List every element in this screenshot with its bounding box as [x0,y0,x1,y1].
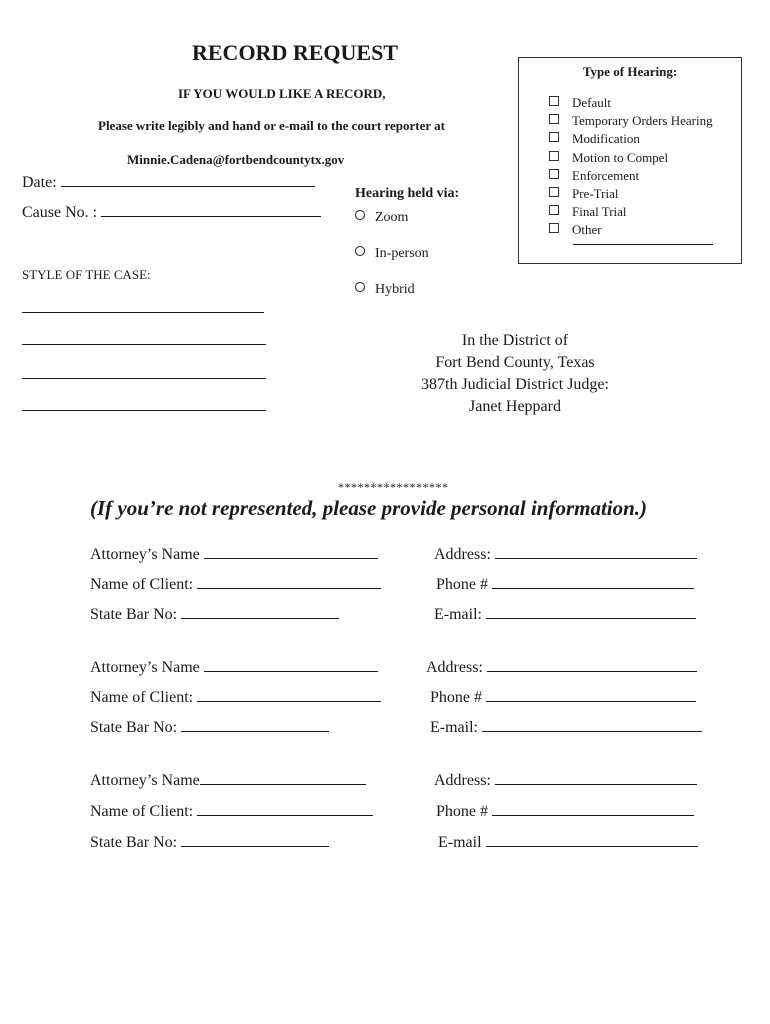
address-line[interactable] [487,657,697,672]
address-line[interactable] [495,544,697,559]
notice-text: (If you’re not represented, please provide personal information.) [90,496,648,520]
hearing-option-label: Temporary Orders Hearing [572,113,713,129]
date-field[interactable] [22,172,315,192]
client-name-label: Name of Client: [90,689,194,706]
district-block [380,330,650,418]
via-option-label: Zoom [375,210,409,225]
state-bar-field-1[interactable] [90,604,339,624]
hearing-option-label: Motion to Compel [572,149,669,165]
hearing-option-pre-trial[interactable] [549,185,713,203]
state-bar-line[interactable] [181,717,329,732]
attorney-name-field-1[interactable] [90,544,378,564]
hearing-option-enforcement[interactable] [549,167,713,185]
attorney-name-field-2[interactable] [90,657,378,677]
state-bar-label: State Bar No: [90,606,178,623]
email-label: E-mail: [430,719,478,736]
style-line-3[interactable] [22,364,266,379]
client-name-label: Name of Client: [90,803,194,820]
state-bar-line[interactable] [181,604,339,619]
email-field-3[interactable] [438,832,698,852]
subtitle: IF YOU WOULD LIKE A RECORD, [178,86,386,101]
address-field-3[interactable] [434,770,697,790]
phone-label: Phone # [436,576,488,593]
district-line-1: In the District of [461,332,569,349]
address-line[interactable] [495,770,697,785]
state-bar-label: State Bar No: [90,834,178,851]
radio-icon[interactable] [355,210,365,220]
attorney-name-line[interactable] [204,544,378,559]
separator: ***************** [338,480,449,494]
checkbox-icon[interactable] [549,187,559,197]
attorney-name-label: Attorney’s Name [90,659,200,676]
phone-field-2[interactable] [430,687,696,707]
hearing-via-label: Hearing held via: [355,186,460,201]
checkbox-icon[interactable] [549,151,559,161]
state-bar-field-2[interactable] [90,717,329,737]
style-of-case-label: STYLE OF THE CASE: [22,267,151,282]
hearing-option-label: Pre-Trial [572,185,619,201]
via-option-label: Hybrid [375,282,415,297]
hearing-option-modification[interactable] [549,130,713,148]
judge-name: Janet Heppard [469,398,561,415]
client-name-field-2[interactable] [90,687,381,707]
hearing-type-list [549,94,713,240]
hearing-option-label: Enforcement [572,167,640,183]
via-option-in-person[interactable] [355,246,429,262]
reporter-email[interactable]: Minnie.Cadena@fortbendcountytx.gov [127,152,345,167]
email-line[interactable] [482,717,702,732]
page-title: RECORD REQUEST [192,40,398,65]
hearing-option-label: Final Trial [572,204,627,220]
state-bar-label: State Bar No: [90,719,178,736]
style-line-4[interactable] [22,396,266,411]
phone-label: Phone # [436,803,488,820]
email-field-1[interactable] [434,604,696,624]
checkbox-icon[interactable] [549,169,559,179]
phone-field-1[interactable] [436,574,694,594]
state-bar-field-3[interactable] [90,832,329,852]
checkbox-icon[interactable] [549,114,559,124]
instruction-text: Please write legibly and hand or e-mail to the court reporter at [98,118,445,133]
hearing-option-final-trial[interactable] [549,203,713,221]
checkbox-icon[interactable] [549,223,559,233]
hearing-option-other[interactable] [549,221,713,239]
hearing-type-title: Type of Hearing: [582,64,678,79]
checkbox-icon[interactable] [549,132,559,142]
hearing-option-default[interactable] [549,94,713,112]
checkbox-icon[interactable] [549,96,559,106]
via-option-label: In-person [375,246,429,261]
email-label: E-mail [438,834,482,851]
cause-field[interactable] [22,202,321,222]
phone-line[interactable] [486,687,696,702]
radio-icon[interactable] [355,246,365,256]
district-line-2: Fort Bend County, Texas [435,354,595,371]
client-name-line[interactable] [197,574,381,589]
client-name-field-1[interactable] [90,574,381,594]
client-name-field-3[interactable] [90,801,373,821]
hearing-option-label: Modification [572,131,640,147]
phone-field-3[interactable] [436,801,694,821]
email-field-2[interactable] [430,717,702,737]
client-name-line[interactable] [197,801,373,816]
via-option-hybrid[interactable] [355,282,415,298]
address-field-2[interactable] [426,657,697,677]
district-line-3: 387th Judicial District Judge: [421,376,609,393]
hearing-option-temporary-orders[interactable] [549,112,713,130]
attorney-name-field-3[interactable] [90,770,366,790]
address-field-1[interactable] [434,544,697,564]
radio-icon[interactable] [355,282,365,292]
email-line[interactable] [486,604,696,619]
attorney-name-line[interactable] [200,770,366,785]
hearing-option-motion-to-compel[interactable] [549,149,713,167]
address-label: Address: [426,659,483,676]
checkbox-icon[interactable] [549,205,559,215]
attorney-name-label: Attorney’s Name [90,772,200,789]
style-line-2[interactable] [22,330,266,345]
address-label: Address: [434,772,491,789]
date-line[interactable] [61,172,315,187]
date-label: Date: [22,174,57,191]
style-line-1[interactable] [22,298,264,313]
other-input-line[interactable] [573,244,713,245]
address-label: Address: [434,546,491,563]
via-option-zoom[interactable] [355,210,408,226]
attorney-name-label: Attorney’s Name [90,546,200,563]
cause-line[interactable] [101,202,321,217]
client-name-line[interactable] [197,687,381,702]
attorney-name-line[interactable] [204,657,378,672]
phone-line[interactable] [492,574,694,589]
cause-label: Cause No. : [22,204,98,221]
hearing-option-label: Default [572,95,611,110]
hearing-option-label: Other [572,222,602,238]
email-label: E-mail: [434,606,482,623]
phone-line[interactable] [492,801,694,816]
client-name-label: Name of Client: [90,576,194,593]
phone-label: Phone # [430,689,482,706]
state-bar-line[interactable] [181,832,329,847]
hearing-type-box [518,57,742,264]
email-line[interactable] [486,832,698,847]
